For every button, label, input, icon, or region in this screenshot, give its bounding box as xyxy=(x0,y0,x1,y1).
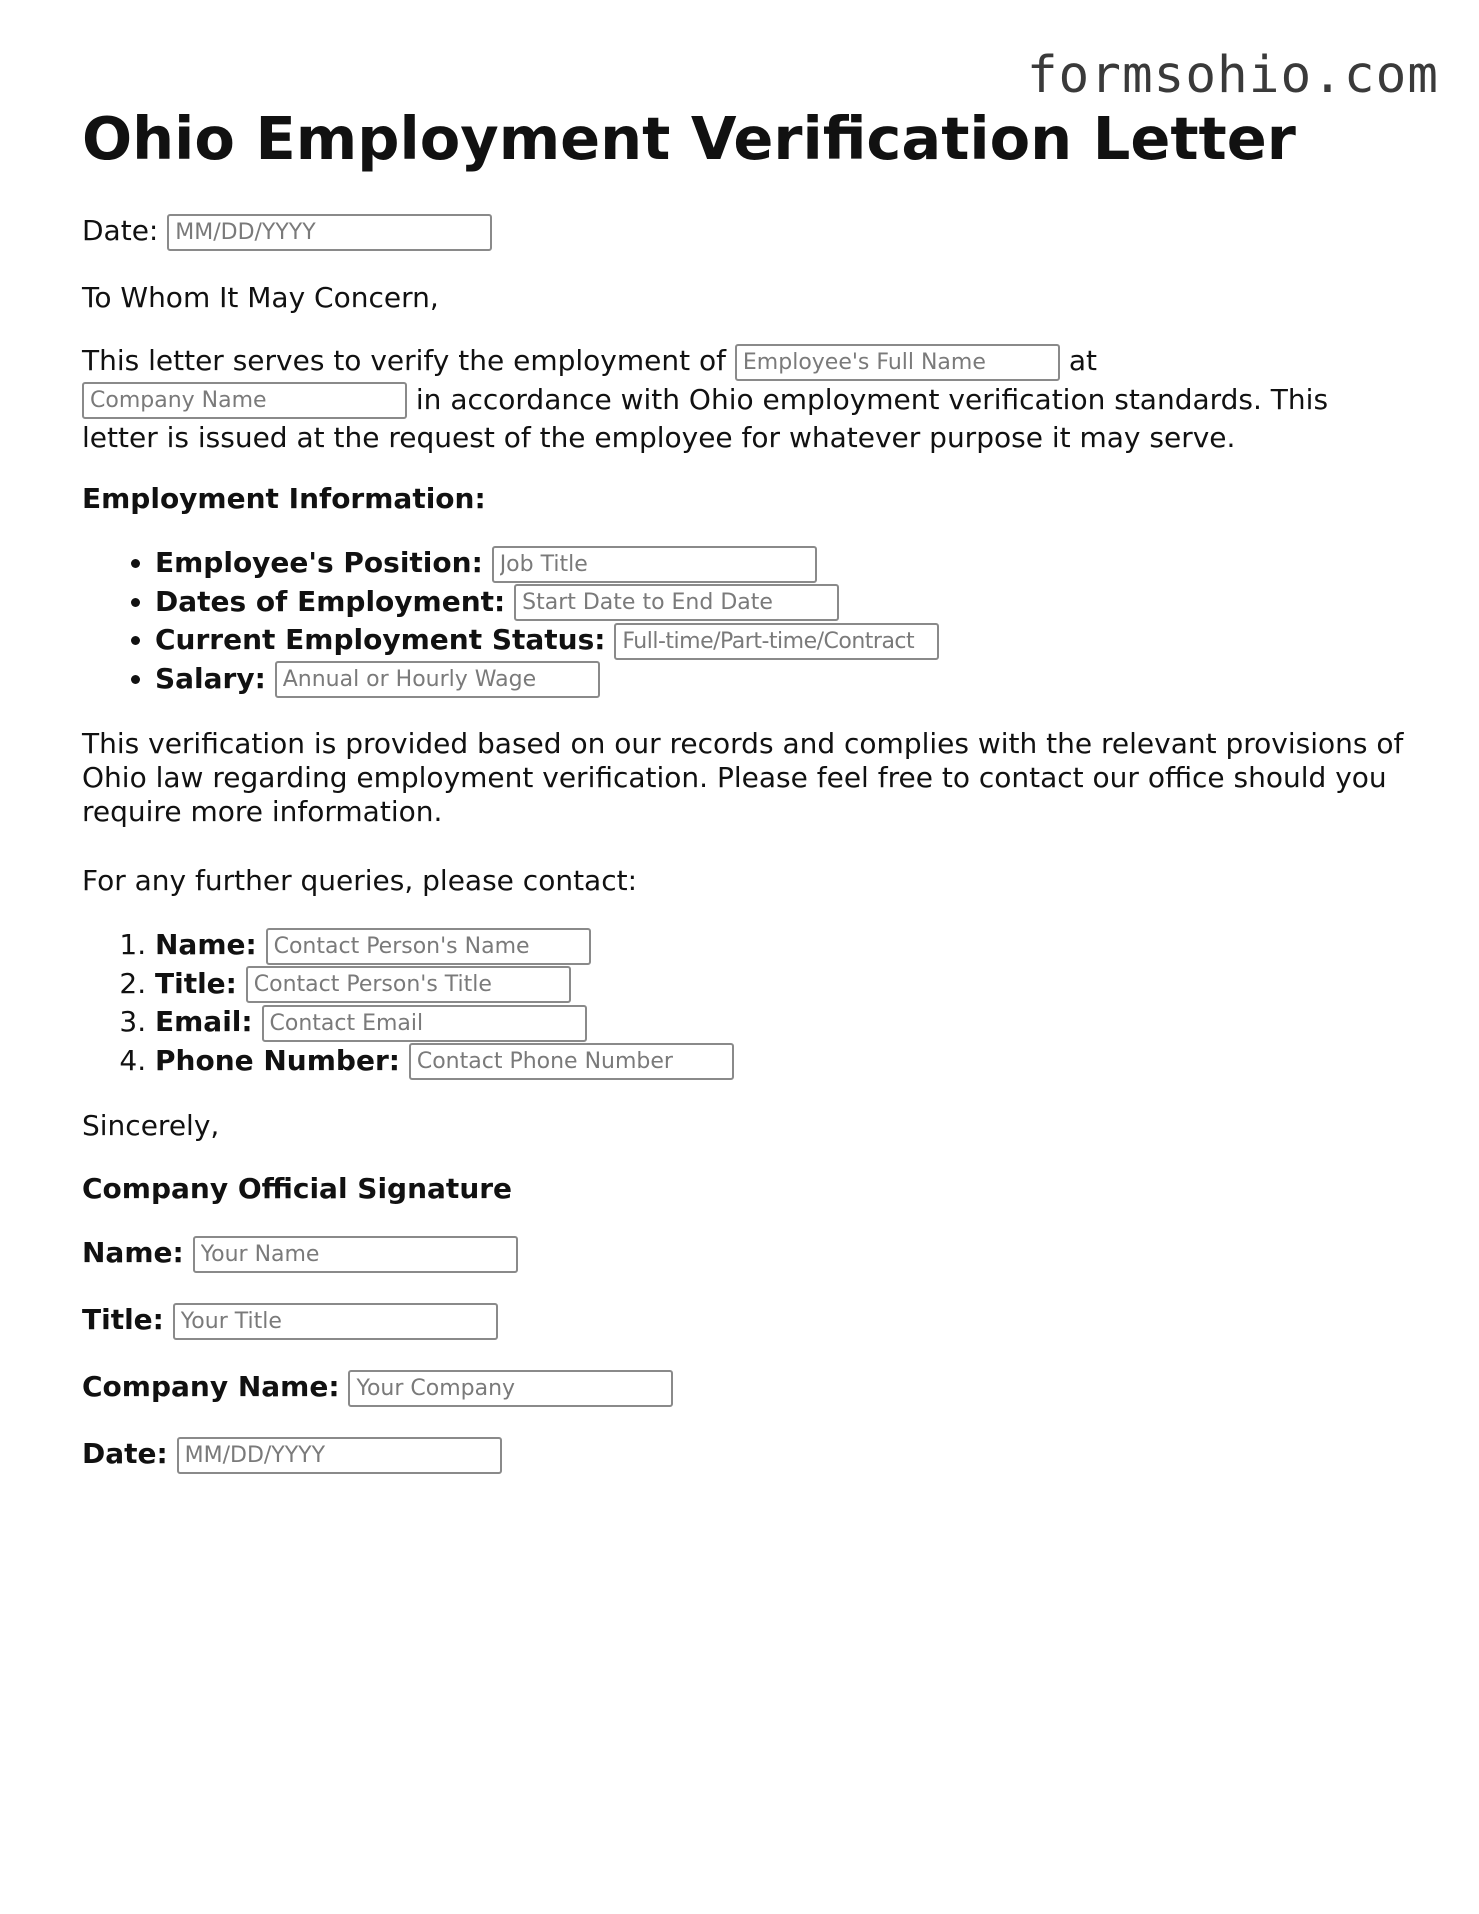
contact-email-label: Email: xyxy=(155,1005,253,1038)
intro-text-after: in accordance with Ohio employment verification standards. This letter is issued at the request of the employee for whatever purpose it may serve. xyxy=(82,382,1329,454)
intro-text-at: at xyxy=(1068,344,1097,377)
status-label: Current Employment Status: xyxy=(155,623,606,656)
employment-heading: Employment Information: xyxy=(82,482,486,515)
signature-name-row xyxy=(82,1234,518,1273)
contact-name-label: Name: xyxy=(155,928,257,961)
signature-company-label: Company Name: xyxy=(82,1370,340,1403)
signature-name-label: Name: xyxy=(82,1236,184,1269)
signature-title-field[interactable] xyxy=(173,1303,498,1340)
salary-label: Salary: xyxy=(155,661,266,695)
list-item xyxy=(155,660,939,699)
position-label: Employee's Position: xyxy=(155,546,483,579)
signature-company-row xyxy=(82,1368,673,1407)
signature-date-field[interactable] xyxy=(177,1437,502,1474)
list-item xyxy=(155,965,734,1004)
date-field[interactable] xyxy=(167,214,492,251)
contact-phone-field[interactable] xyxy=(409,1043,734,1080)
list-item xyxy=(155,926,734,965)
contact-title-field[interactable] xyxy=(246,966,571,1003)
signature-heading: Company Official Signature xyxy=(82,1172,513,1205)
signature-name-field[interactable] xyxy=(193,1236,518,1273)
closing: Sincerely, xyxy=(82,1109,220,1142)
signature-company-field[interactable] xyxy=(348,1370,673,1407)
status-field[interactable] xyxy=(614,623,939,660)
page-title: Ohio Employment Verification Letter xyxy=(82,104,1296,173)
contact-list xyxy=(82,926,734,1080)
signature-date-row xyxy=(82,1435,502,1474)
contact-name-field[interactable] xyxy=(266,928,591,965)
salary-field[interactable] xyxy=(275,661,600,698)
list-item xyxy=(155,1042,734,1081)
employment-list xyxy=(82,544,939,698)
compliance-paragraph: This verification is provided based on our records and complies with the relevant provisions of Ohio law regarding employment verification. Please feel free to contact our office should you require more information. xyxy=(82,727,1404,828)
employee-name-field[interactable] xyxy=(735,344,1060,381)
date-row xyxy=(82,212,492,251)
contact-phone-label: Phone Number: xyxy=(155,1043,400,1077)
intro-text-before: This letter serves to verify the employment of xyxy=(82,344,726,377)
contact-intro: For any further queries, please contact: xyxy=(82,864,638,897)
list-item xyxy=(155,544,939,583)
list-item xyxy=(155,583,939,622)
position-field[interactable] xyxy=(492,546,817,583)
company-name-field[interactable] xyxy=(82,382,407,419)
signature-date-label: Date: xyxy=(82,1437,168,1470)
watermark: formsohio.com xyxy=(1026,46,1439,105)
signature-title-label: Title: xyxy=(82,1303,164,1336)
date-label: Date: xyxy=(82,214,159,247)
contact-title-label: Title: xyxy=(155,966,237,1000)
dates-field[interactable] xyxy=(514,584,839,621)
list-item xyxy=(155,1003,734,1042)
list-item xyxy=(155,621,939,660)
signature-title-row xyxy=(82,1301,498,1340)
salutation: To Whom It May Concern, xyxy=(82,281,439,314)
dates-label: Dates of Employment: xyxy=(155,584,506,618)
intro-paragraph xyxy=(82,342,1412,456)
contact-email-field[interactable] xyxy=(262,1005,587,1042)
